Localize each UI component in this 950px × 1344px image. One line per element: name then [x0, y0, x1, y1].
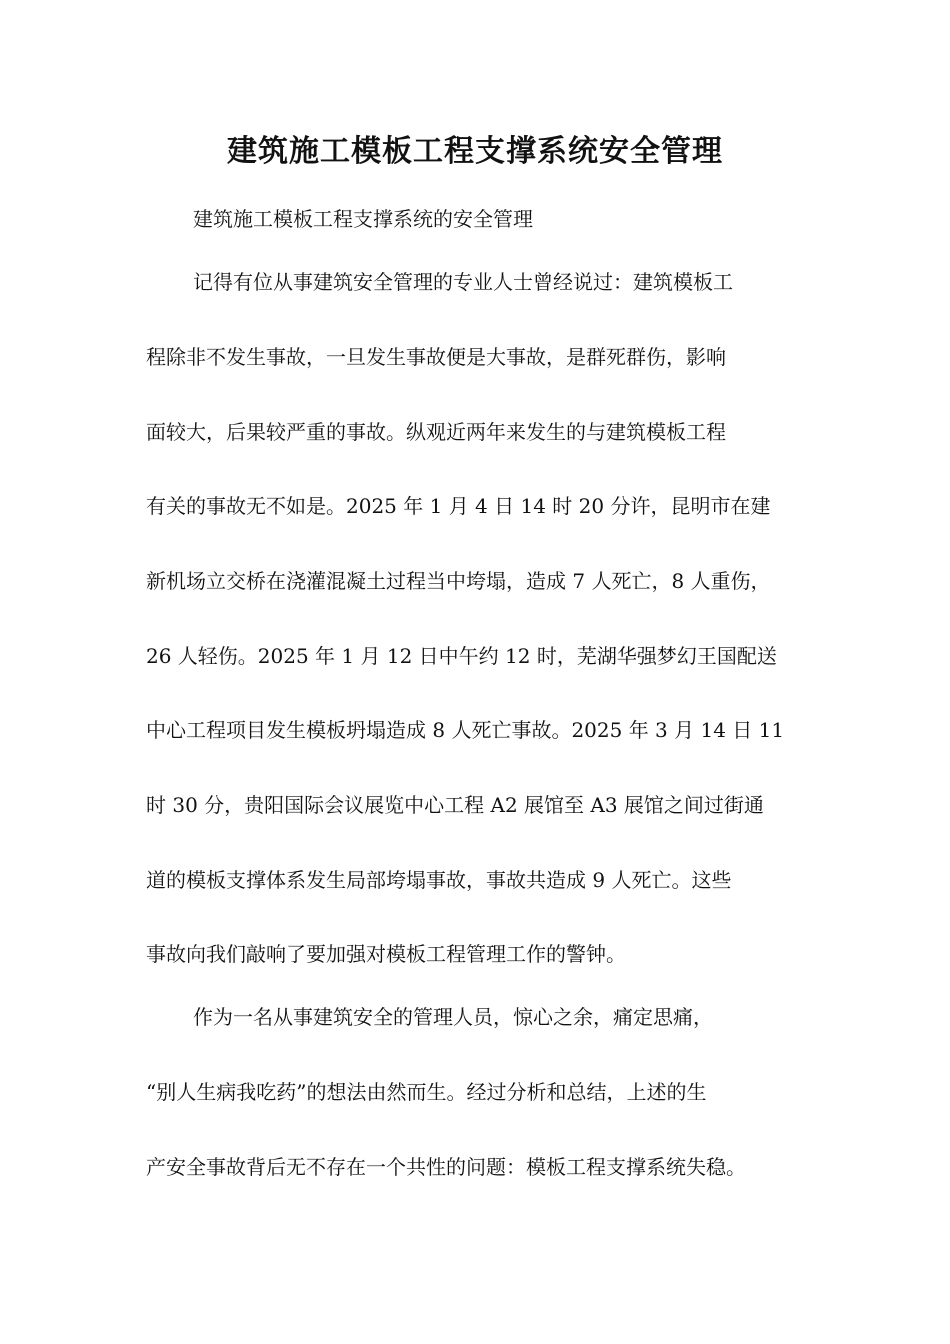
paragraph-1-line-8: 时 30 分，贵阳国际会议展览中心工程 A2 展馆至 A3 展馆之间过街通: [146, 793, 764, 817]
paragraph-1-line-6: 26 人轻伤。2025 年 1 月 12 日中午约 12 时，芜湖华强梦幻王国配送: [146, 644, 777, 668]
document-subtitle: 建筑施工模板工程支撑系统的安全管理: [193, 207, 533, 231]
paragraph-1-line-4: 有关的事故无不如是。2025 年 1 月 4 日 14 时 20 分许，昆明市在建: [146, 494, 771, 518]
paragraph-1-line-9: 道的模板支撑体系发生局部垮塌事故，事故共造成 9 人死亡。这些: [146, 868, 732, 892]
paragraph-1-line-10: 事故向我们敲响了要加强对模板工程管理工作的警钟。: [146, 942, 626, 966]
paragraph-1-line-5: 新机场立交桥在浇灌混凝土过程当中垮塌，造成 7 人死亡，8 人重伤，: [146, 569, 771, 593]
paragraph-1-line-3: 面较大，后果较严重的事故。纵观近两年来发生的与建筑模板工程: [146, 420, 726, 444]
paragraph-2-line-3: 产安全事故背后无不存在一个共性的问题：模板工程支撑系统失稳。: [146, 1155, 746, 1179]
paragraph-2-line-1: 作为一名从事建筑安全的管理人员，惊心之余，痛定思痛，: [193, 1005, 713, 1029]
document-title: 建筑施工模板工程支撑系统安全管理: [227, 134, 723, 169]
paragraph-2-line-2: “别人生病我吃药”的想法由然而生。经过分析和总结，上述的生: [146, 1080, 707, 1104]
paragraph-1-line-1: 记得有位从事建筑安全管理的专业人士曾经说过：建筑模板工: [193, 270, 733, 294]
paragraph-1-line-2: 程除非不发生事故，一旦发生事故便是大事故，是群死群伤，影响: [146, 345, 726, 369]
paragraph-1-line-7: 中心工程项目发生模板坍塌造成 8 人死亡事故。2025 年 3 月 14 日 11: [146, 718, 785, 742]
